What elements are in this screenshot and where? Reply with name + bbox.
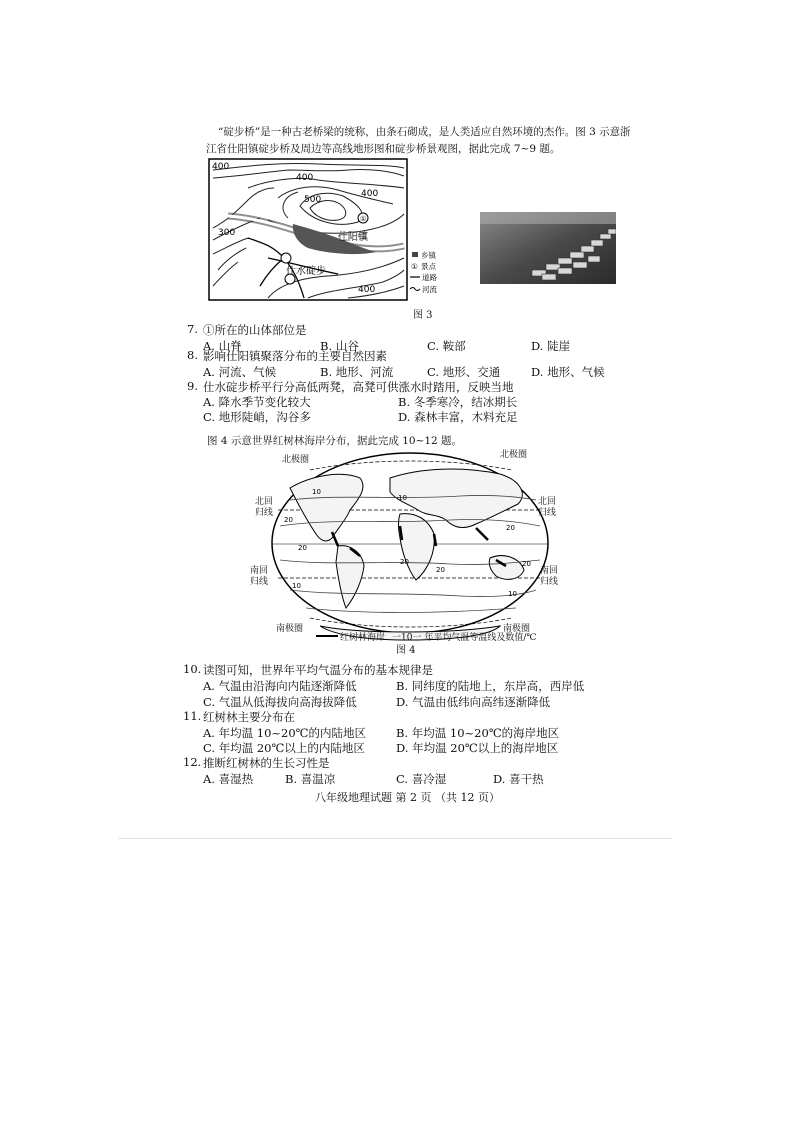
isotherm-label: 10 xyxy=(312,488,321,496)
legend-isotherm-label: 一10一 年平均气温等温线及数值/℃ xyxy=(392,633,537,643)
question-12-number: 12. xyxy=(183,755,202,769)
q8-option-d[interactable]: D. 地形、气候 xyxy=(531,365,605,379)
isotherm-label: 10 xyxy=(508,590,517,598)
question-8-stem: 影响仕阳镇聚落分布的主要自然因素 xyxy=(203,349,387,363)
isotherm-label: 20 xyxy=(298,544,307,552)
contour-label: 500 xyxy=(304,195,322,205)
question-9-stem: 仕水碇步桥平行分高低两凳，高凳可供涨水时踏用，反映当地 xyxy=(203,380,514,394)
label-arctic-circle-left: 北极圈 xyxy=(282,455,310,465)
contour-label: 400 xyxy=(296,173,314,183)
question-12-stem: 推断红树林的生长习性是 xyxy=(203,756,330,770)
q11-option-b[interactable]: B. 年均温 10~20℃的海岸地区 xyxy=(396,726,560,740)
q10-option-d[interactable]: D. 气温由低纬向高纬逐渐降低 xyxy=(396,695,551,709)
q8-option-b[interactable]: B. 地形、河流 xyxy=(320,365,394,379)
isotherm-label: 20 xyxy=(400,558,409,566)
figure-4-caption: 图 4 xyxy=(396,645,416,656)
q9-option-c[interactable]: C. 地形陡峭，沟谷多 xyxy=(203,410,311,424)
question-9-number: 9. xyxy=(187,379,198,393)
question-8-number: 8. xyxy=(187,348,198,362)
question-11-stem: 红树林主要分布在 xyxy=(203,710,295,724)
q12-option-b[interactable]: B. 喜温凉 xyxy=(285,772,336,786)
page-divider xyxy=(118,838,672,839)
question-11-number: 11. xyxy=(183,709,202,723)
q7-option-c[interactable]: C. 鞍部 xyxy=(427,339,466,353)
isotherm-label: 20 xyxy=(284,516,293,524)
q9-option-d[interactable]: D. 森林丰富，木料充足 xyxy=(398,410,518,424)
isotherm-label: 20 xyxy=(522,560,531,568)
q7-option-a[interactable]: A. 山脊 xyxy=(203,339,242,353)
figure-3-caption: 图 3 xyxy=(413,310,433,321)
intro-line-1: “碇步桥”是一种古老桥梁的统称，由条石砌成，是人类适应自然环境的杰作。图 3 示意浙 xyxy=(218,126,631,138)
q11-option-c[interactable]: C. 年均温 20℃以上的内陆地区 xyxy=(203,741,365,755)
legend-town-label: 乡镇 xyxy=(421,251,436,260)
contour-map xyxy=(208,158,478,306)
question-7-stem: ①所在的山体部位是 xyxy=(203,323,307,337)
q12-option-c[interactable]: C. 喜冷湿 xyxy=(396,772,447,786)
scenic-marker-1: ① xyxy=(360,215,367,223)
label-tropic-cancer-left: 北回 归线 xyxy=(255,497,274,518)
question-10-stem: 读图可知，世界年平均气温分布的基本规律是 xyxy=(203,663,433,677)
q10-option-a[interactable]: A. 气温由沿海向内陆逐渐降低 xyxy=(203,679,357,693)
stepping-stone-photo xyxy=(480,212,616,284)
q11-option-d[interactable]: D. 年均温 20℃以上的海岸地区 xyxy=(396,741,559,755)
label-arctic-circle-right: 北极圈 xyxy=(500,450,528,460)
question-10-number: 10. xyxy=(183,662,202,676)
legend-river-label: 河流 xyxy=(422,285,437,294)
page-footer: 八年级地理试题 第 2 页 （共 12 页） xyxy=(315,791,500,804)
contour-label: 400 xyxy=(358,285,376,295)
q7-option-b[interactable]: B. 山谷 xyxy=(320,339,359,353)
label-tropic-cancer-right: 北回 归线 xyxy=(538,497,557,518)
isotherm-label: 20 xyxy=(436,566,445,574)
legend-mangrove-line xyxy=(316,635,338,637)
q9-option-a[interactable]: A. 降水季节变化较大 xyxy=(203,395,311,409)
q12-option-a[interactable]: A. 喜湿热 xyxy=(203,772,254,786)
legend-road-label: 道路 xyxy=(422,273,437,282)
intro-figure-4: 图 4 示意世界红树林海岸分布，据此完成 10~12 题。 xyxy=(207,435,463,447)
q10-option-c[interactable]: C. 气温从低海拔向高海拔降低 xyxy=(203,695,357,709)
legend-mangrove-label: 红树林海岸 xyxy=(340,633,386,643)
q10-option-b[interactable]: B. 同纬度的陆地上，东岸高，西岸低 xyxy=(396,679,585,693)
label-antarctic-circle-left: 南极圈 xyxy=(276,624,304,634)
label-tropic-capricorn-right: 南回 归线 xyxy=(540,566,559,587)
intro-line-2: 江省仕阳镇碇步桥及周边等高线地形图和碇步桥景观图，据此完成 7~9 题。 xyxy=(206,143,561,155)
q9-option-b[interactable]: B. 冬季寒冷，结冰期长 xyxy=(398,395,518,409)
q8-option-c[interactable]: C. 地形、交通 xyxy=(427,365,501,379)
q7-option-d[interactable]: D. 陡崖 xyxy=(531,339,571,353)
contour-label: 400 xyxy=(361,189,379,199)
contour-label: 400 xyxy=(212,162,230,172)
world-mangrove-map xyxy=(250,448,560,648)
legend-scenic-label: 景点 xyxy=(421,262,436,271)
q11-option-a[interactable]: A. 年均温 10~20℃的内陆地区 xyxy=(203,726,367,740)
question-7-number: 7. xyxy=(187,322,198,336)
bridge-label: 仕水碇步 xyxy=(286,266,326,277)
contour-label: 300 xyxy=(218,228,236,238)
town-label: 仕阳镇 xyxy=(338,232,368,243)
isotherm-label: 10 xyxy=(292,582,301,590)
label-tropic-capricorn-left: 南回 归线 xyxy=(250,566,269,587)
isotherm-label: 10 xyxy=(398,494,407,502)
q12-option-d[interactable]: D. 喜干热 xyxy=(493,772,544,786)
label-antarctic-circle-right: 南极圈 xyxy=(503,624,531,634)
isotherm-label: 20 xyxy=(506,524,515,532)
legend-scenic-symbol: ① xyxy=(411,262,418,271)
q8-option-a[interactable]: A. 河流、气候 xyxy=(203,365,277,379)
